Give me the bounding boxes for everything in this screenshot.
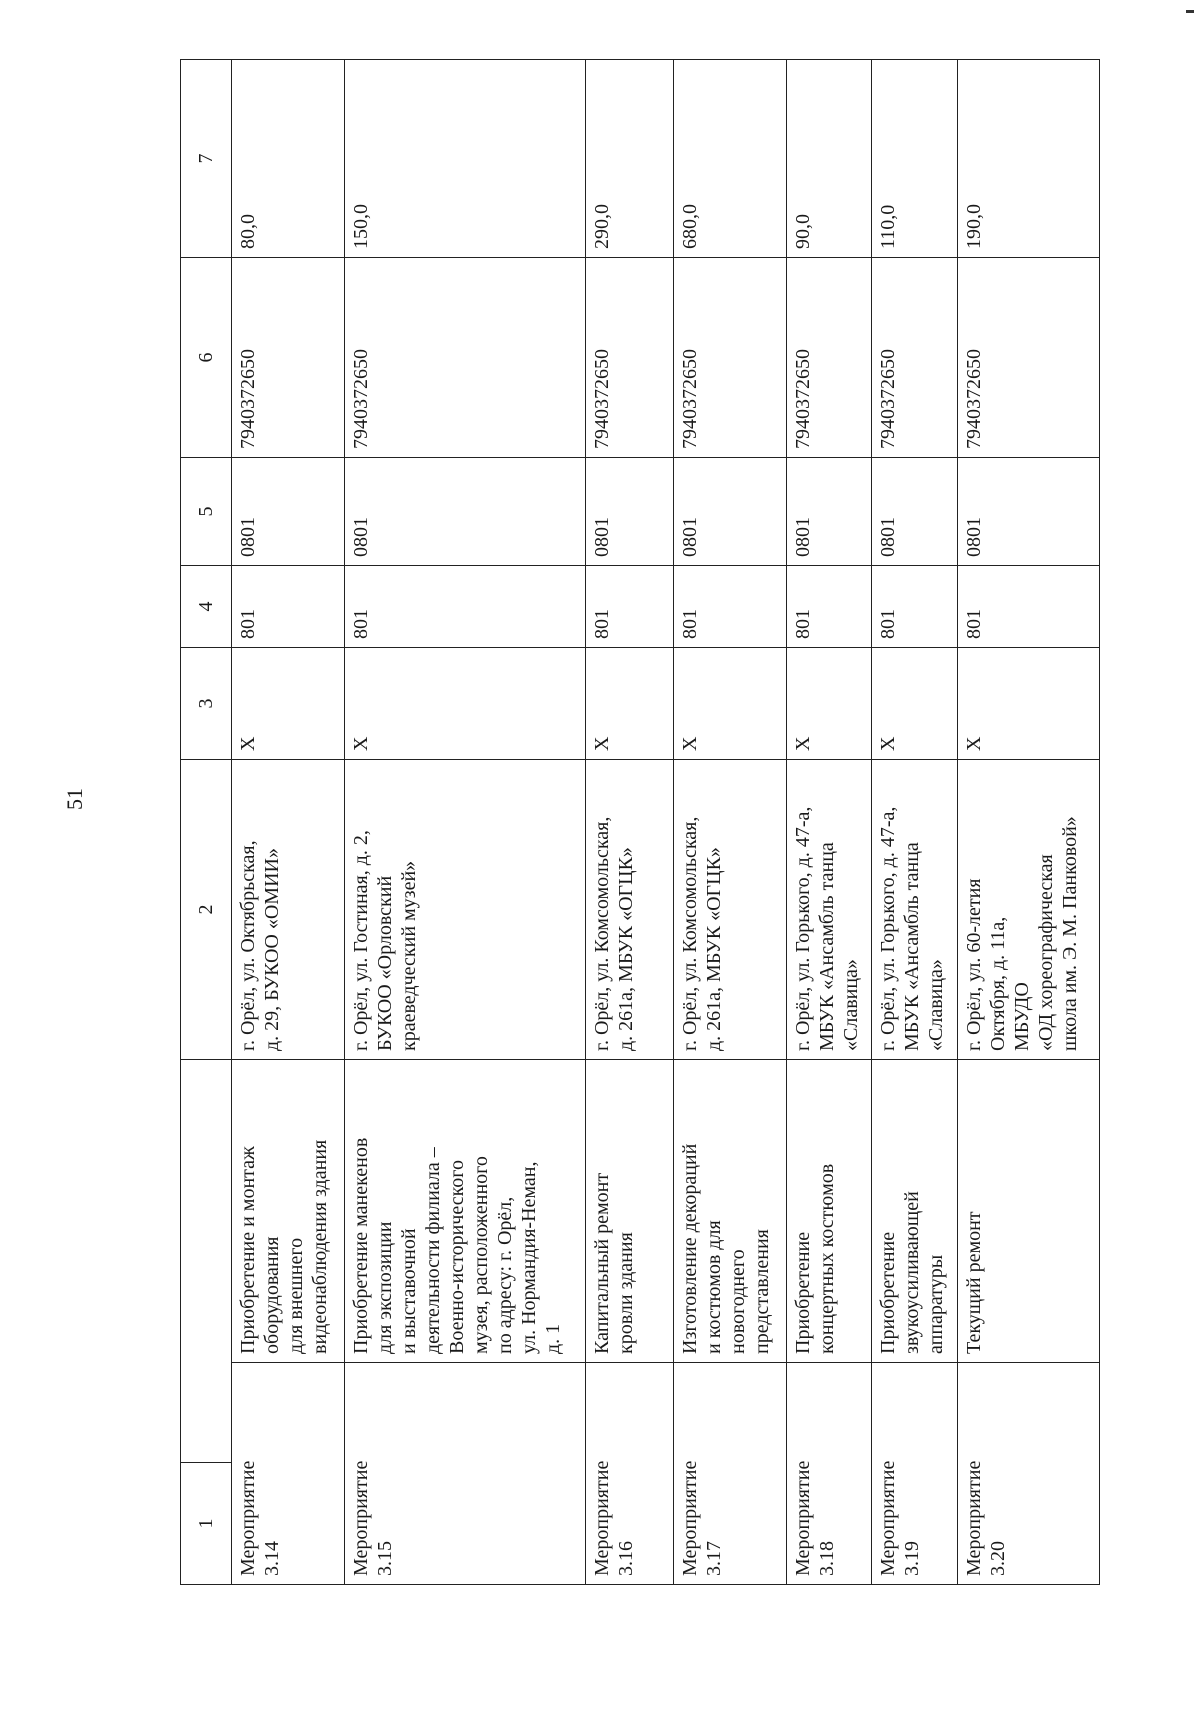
description-cell: Приобретение звукоусиливающей аппаратуры — [871, 1060, 957, 1363]
budget-code-cell: 7940372650 — [673, 258, 786, 458]
section-cell: 0801 — [957, 458, 1099, 566]
address-cell: г. Орёл, ул. Октябрьская, д. 29, БУКОО «ОМИИ» — [232, 760, 345, 1060]
amount-cell: 150,0 — [345, 60, 586, 258]
event-id-cell: Мероприятие 3.17 — [673, 1363, 786, 1585]
table-row — [787, 60, 872, 1585]
code-cell: 801 — [232, 566, 345, 648]
section-cell: 0801 — [673, 458, 786, 566]
scan-speck — [1186, 10, 1194, 13]
description-cell: Капитальный ремонт кровли здания — [586, 1060, 674, 1363]
table-row — [957, 60, 1099, 1585]
event-id-cell: Мероприятие 3.16 — [586, 1363, 674, 1585]
amount-cell: 290,0 — [586, 60, 674, 258]
amount-cell: 80,0 — [232, 60, 345, 258]
event-id-cell: Мероприятие 3.20 — [957, 1363, 1099, 1585]
budget-code-cell: 7940372650 — [232, 258, 345, 458]
amount-cell: 90,0 — [787, 60, 872, 258]
mark-cell: Х — [957, 648, 1099, 760]
amount-cell: 190,0 — [957, 60, 1099, 258]
table-header-row — [181, 60, 232, 1585]
address-cell: г. Орёл, ул. Комсомольская, д. 261а, МБУК «ОГЦК» — [586, 760, 674, 1060]
mark-cell: Х — [345, 648, 586, 760]
description-cell: Приобретение концертных костюмов — [787, 1060, 872, 1363]
page-number: 51 — [62, 788, 87, 810]
header-cell: 4 — [181, 566, 232, 648]
header-cell — [181, 1060, 232, 1463]
section-cell: 0801 — [232, 458, 345, 566]
section-cell: 0801 — [586, 458, 674, 566]
mark-cell: Х — [586, 648, 674, 760]
code-cell: 801 — [957, 566, 1099, 648]
code-cell: 801 — [673, 566, 786, 648]
event-id-cell: Мероприятие 3.15 — [345, 1363, 586, 1585]
budget-code-cell: 7940372650 — [871, 258, 957, 458]
header-cell: 3 — [181, 648, 232, 760]
event-id-cell: Мероприятие 3.18 — [787, 1363, 872, 1585]
code-cell: 801 — [586, 566, 674, 648]
code-cell: 801 — [345, 566, 586, 648]
table-row — [673, 60, 786, 1585]
header-cell: 2 — [181, 760, 232, 1060]
amount-cell: 680,0 — [673, 60, 786, 258]
address-cell: г. Орёл, ул. 60-летия Октября, д. 11а, МБУДО «ОД хореографическая школа им. Э. М. Панковой» — [957, 760, 1099, 1060]
table-row — [232, 60, 345, 1585]
table-row — [871, 60, 957, 1585]
address-cell: г. Орёл, ул. Горького, д. 47-а, МБУК «Ансамбль танца «Славица» — [787, 760, 872, 1060]
budget-code-cell: 7940372650 — [957, 258, 1099, 458]
table-row — [586, 60, 674, 1585]
mark-cell: Х — [673, 648, 786, 760]
header-cell: 1 — [181, 1463, 232, 1585]
description-cell: Изготовление декораций и костюмов для новогоднего представления — [673, 1060, 786, 1363]
mark-cell: Х — [871, 648, 957, 760]
description-cell: Приобретение манекенов для экспозиции и выставочной деятельности филиала – Военно-исторического музея, расположенного по адресу: г. Орёл, ул. Нормандия-Неман, д. 1 — [345, 1060, 586, 1363]
address-cell: г. Орёл, ул. Комсомольская, д. 261а, МБУК «ОГЦК» — [673, 760, 786, 1060]
mark-cell: Х — [232, 648, 345, 760]
rotated-table-container — [180, 60, 1100, 1585]
description-cell: Приобретение и монтаж оборудования для внешнего видеонаблюдения здания — [232, 1060, 345, 1363]
header-cell: 6 — [181, 258, 232, 458]
code-cell: 801 — [871, 566, 957, 648]
header-cell: 7 — [181, 60, 232, 258]
budget-table — [180, 59, 1100, 1585]
event-id-cell: Мероприятие 3.19 — [871, 1363, 957, 1585]
code-cell: 801 — [787, 566, 872, 648]
section-cell: 0801 — [345, 458, 586, 566]
description-cell: Текущий ремонт — [957, 1060, 1099, 1363]
amount-cell: 110,0 — [871, 60, 957, 258]
section-cell: 0801 — [871, 458, 957, 566]
budget-code-cell: 7940372650 — [345, 258, 586, 458]
mark-cell: Х — [787, 648, 872, 760]
budget-code-cell: 7940372650 — [586, 258, 674, 458]
address-cell: г. Орёл, ул. Гостиная, д. 2, БУКОО «Орловский краеведческий музей» — [345, 760, 586, 1060]
event-id-cell: Мероприятие 3.14 — [232, 1363, 345, 1585]
table-row — [345, 60, 586, 1585]
address-cell: г. Орёл, ул. Горького, д. 47-а, МБУК «Ансамбль танца «Славица» — [871, 760, 957, 1060]
header-cell: 5 — [181, 458, 232, 566]
budget-code-cell: 7940372650 — [787, 258, 872, 458]
section-cell: 0801 — [787, 458, 872, 566]
